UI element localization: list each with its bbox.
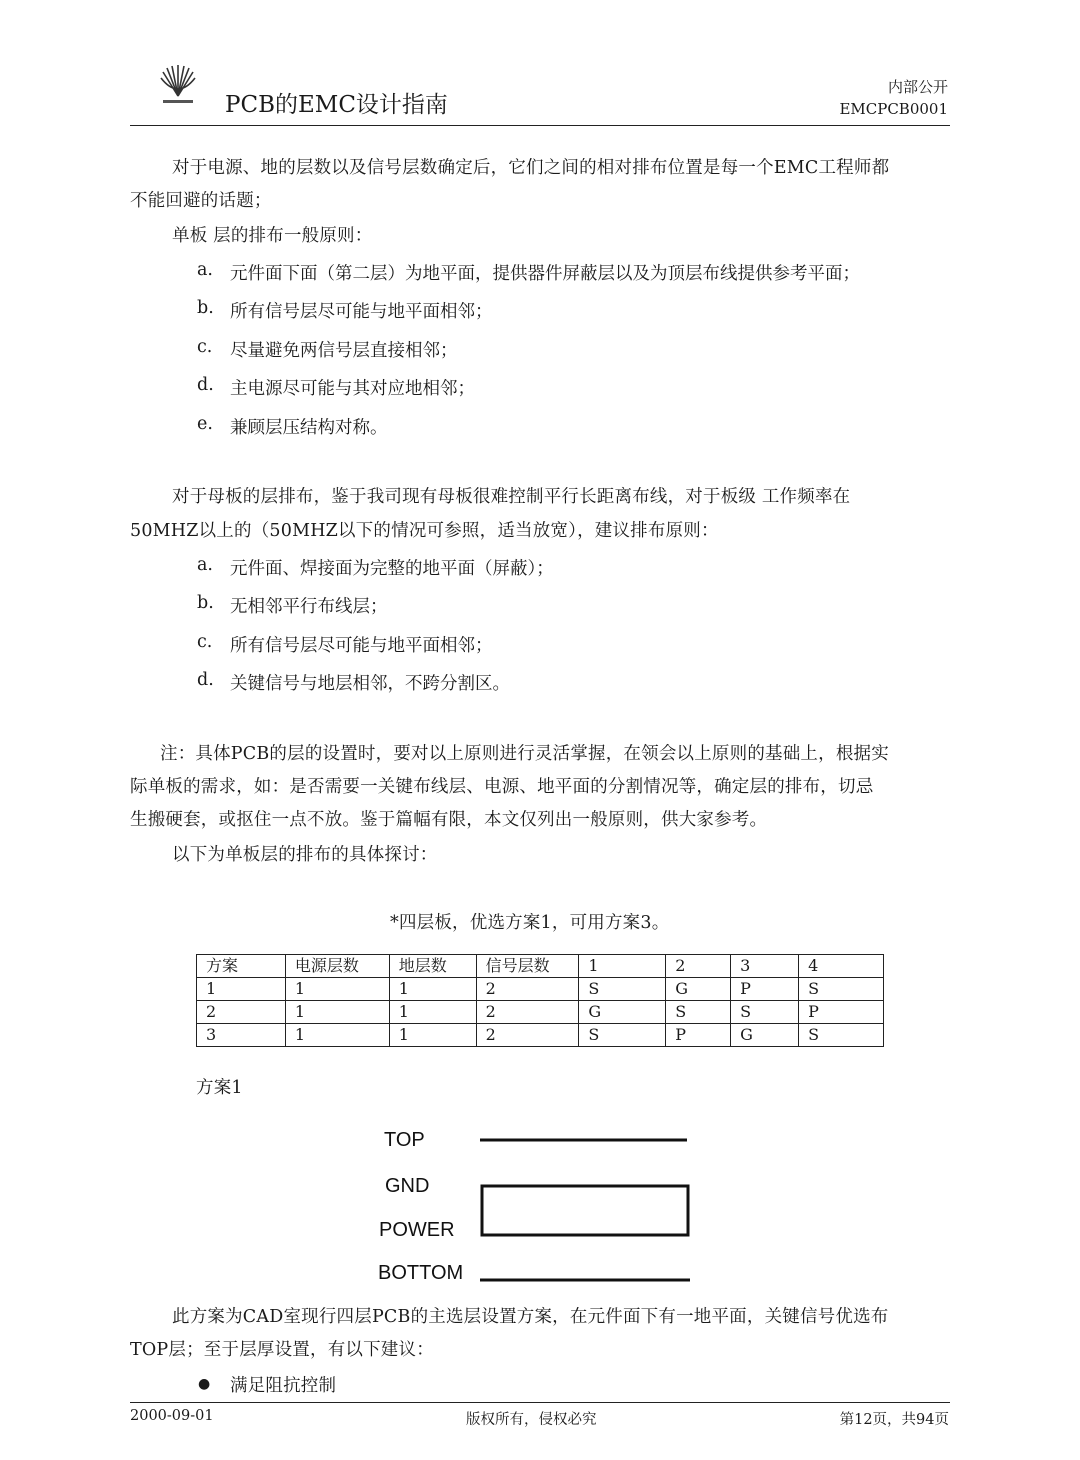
- paragraph-3-line-1: 此方案为CAD室现行四层PCB的主选层设置方案，在元件面下有一地平面，关键信号优选布: [172, 1307, 889, 1327]
- table-header-cell: 4: [799, 955, 884, 978]
- table-row: [197, 1024, 884, 1047]
- table-cell: 2: [476, 1001, 579, 1024]
- header-divider: [130, 125, 950, 126]
- footer-date: 2000-09-01: [130, 1408, 214, 1424]
- table-cell: S: [579, 978, 666, 1001]
- rule-letter: c.: [197, 337, 213, 357]
- principle-intro: 单板 层的排布一般原则：: [172, 226, 373, 246]
- gnd-power-plane-box: [482, 1186, 688, 1235]
- rule-letter: a.: [197, 555, 213, 575]
- table-cell: 1: [389, 1001, 476, 1024]
- scheme-1-label: 方案1: [196, 1078, 243, 1098]
- table-cell: 2: [476, 1024, 579, 1047]
- footer-copyright: 版权所有，侵权必究: [466, 1412, 597, 1428]
- footer-page-number: 第12页，共94页: [839, 1412, 949, 1428]
- paragraph-2-line-1: 对于母板的层排布，鉴于我司现有母板很难控制平行长距离布线，对于板级 工作频率在: [172, 487, 851, 507]
- table-cell: S: [799, 1024, 884, 1047]
- company-shell-logo: [155, 62, 201, 108]
- stackup-label-top: TOP: [384, 1129, 425, 1151]
- table-header-cell: 电源层数: [285, 955, 389, 978]
- table-cell: S: [579, 1024, 666, 1047]
- rule-letter: b.: [197, 593, 214, 613]
- rule-letter: e.: [197, 414, 213, 434]
- table-header-cell: 3: [731, 955, 799, 978]
- rule-letter: d.: [197, 375, 214, 395]
- table-cell: G: [579, 1001, 666, 1024]
- table-cell: S: [731, 1001, 799, 1024]
- table-cell: 2: [197, 1001, 286, 1024]
- rule-letter: d.: [197, 670, 214, 690]
- table-cell: 1: [285, 1001, 389, 1024]
- rule-text: 元件面、焊接面为完整的地平面（屏蔽）；: [230, 559, 554, 579]
- paragraph-2-line-2: 50MHZ以上的（50MHZ以下的情况可参照，适当放宽），建议排布原则：: [130, 521, 719, 541]
- discussion-intro: 以下为单板层的排布的具体探讨：: [172, 845, 438, 865]
- document-title: PCB的EMC设计指南: [225, 92, 448, 118]
- table-cell: S: [666, 1001, 731, 1024]
- rule-letter: c.: [197, 632, 213, 652]
- table-cell: P: [731, 978, 799, 1001]
- classification-label: 内部公开: [887, 78, 948, 96]
- document-code: EMCPCB0001: [839, 100, 948, 118]
- table-header-cell: 地层数: [389, 955, 476, 978]
- layer-scheme-table: [196, 954, 884, 1047]
- table-cell: P: [799, 1001, 884, 1024]
- table-cell: 1: [389, 1024, 476, 1047]
- table-cell: 2: [476, 978, 579, 1001]
- note-line-1: 注：具体PCB的层的设置时，要对以上原则进行灵活掌握，在领会以上原则的基础上，根据实: [160, 744, 889, 764]
- table-header-cell: 2: [666, 955, 731, 978]
- table-cell: 1: [285, 978, 389, 1001]
- rule-text: 尽量避免两信号层直接相邻；: [230, 341, 458, 361]
- rule-text: 兼顾层压结构对称。: [230, 418, 388, 438]
- table-cell: G: [731, 1024, 799, 1047]
- rule-text: 所有信号层尽可能与地平面相邻；: [230, 302, 493, 322]
- rule-text: 主电源尽可能与其对应地相邻；: [230, 379, 475, 399]
- table-cell: 1: [389, 978, 476, 1001]
- rule-text: 元件面下面（第二层）为地平面，提供器件屏蔽层以及为顶层布线提供参考平面；: [230, 264, 860, 284]
- table-cell: 3: [197, 1024, 286, 1047]
- table-cell: 1: [197, 978, 286, 1001]
- table-row: [197, 978, 884, 1001]
- rule-text: 关键信号与地层相邻，不跨分割区。: [230, 674, 510, 694]
- paragraph-1-line-2: 不能回避的话题；: [130, 191, 272, 211]
- table-header-cell: 1: [579, 955, 666, 978]
- table-cell: S: [799, 978, 884, 1001]
- bullet-item-text: 满足阻抗控制: [230, 1376, 337, 1396]
- stackup-diagram: [470, 1128, 700, 1288]
- table-caption: *四层板，优选方案1，可用方案3。: [390, 913, 670, 933]
- rule-letter: a.: [197, 260, 213, 280]
- table-cell: G: [666, 978, 731, 1001]
- table-header-cell: 方案: [197, 955, 286, 978]
- table-row: [197, 1001, 884, 1024]
- stackup-label-bottom: BOTTOM: [378, 1262, 464, 1284]
- table-header-row: [197, 955, 884, 978]
- note-line-3: 生搬硬套，或抠住一点不放。鉴于篇幅有限，本文仅列出一般原则，供大家参考。: [130, 810, 768, 830]
- footer-divider: [130, 1402, 950, 1403]
- stackup-label-power: POWER: [379, 1219, 455, 1241]
- bullet-dot-icon: ●: [198, 1376, 211, 1392]
- paragraph-1-line-1: 对于电源、地的层数以及信号层数确定后，它们之间的相对排布位置是每一个EMC工程师都: [172, 158, 890, 178]
- table-header-cell: 信号层数: [476, 955, 579, 978]
- rule-text: 所有信号层尽可能与地平面相邻；: [230, 636, 493, 656]
- paragraph-3-line-2: TOP层；至于层厚设置，有以下建议：: [130, 1340, 434, 1360]
- rule-text: 无相邻平行布线层；: [230, 597, 388, 617]
- rule-letter: b.: [197, 298, 214, 318]
- stackup-label-gnd: GND: [385, 1175, 430, 1197]
- table-cell: P: [666, 1024, 731, 1047]
- note-line-2: 际单板的需求，如：是否需要一关键布线层、电源、地平面的分割情况等，确定层的排布，切忌: [130, 777, 874, 797]
- table-cell: 1: [285, 1024, 389, 1047]
